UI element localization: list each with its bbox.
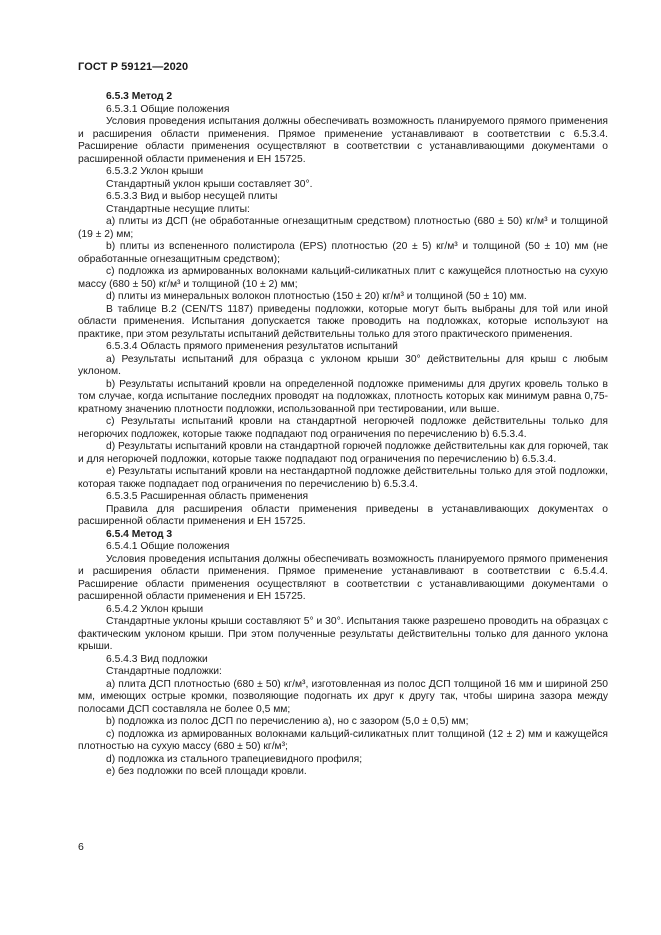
paragraph: 6.5.4.1 Общие положения [106,541,230,552]
paragraph: Стандартные уклоны крыши составляют 5° и 30°. Испытания также разрешено проводить на образцах с фактическим уклоном крыши. При этом полученные результаты действительны только для данного уклона крыши. [78,616,608,652]
paragraph: 6.5.3.4 Область прямого применения результатов испытаний [106,341,398,352]
paragraph: 6.5.3.3 Вид и выбор несущей плиты [106,191,278,202]
paragraph: c) подложка из армированных волокнами кальций-силикатных плит с кажущейся плотностью на сухую массу (680 ± 50) кг/м³ и толщиной (10 ± 2) мм; [78,266,608,290]
paragraph: b) Результаты испытаний кровли на определенной подложке применимы для других кровель только в том случае, когда испытание последних проводят на подложках, плотность которых как минимум равна 0,75-кратному значению плотности подложки, использованной при тестировании, или выше. [78,378,608,415]
paragraph: Стандартные подложки: [106,666,222,677]
paragraph: Правила для расширения области применения приведены в устанавливающих документах о расширенной области применения и ЕН 15725. [78,503,608,527]
paragraph: b) подложка из полос ДСП по перечислению а), но с зазором (5,0 ± 0,5) мм; [106,716,469,727]
page-number: 6 [78,841,84,853]
paragraph: 6.5.4.3 Вид подложки [106,653,208,665]
paragraph: c) подложка из армированных волокнами кальций-силикатных плит толщиной (12 ± 2) мм и кажущейся плотностью на сухую массу (680 ± 50) кг/м³; [78,728,608,752]
paragraph: Условия проведения испытания должны обеспечивать возможность планируемого прямого применения и расширения области применения. Прямое применение устанавливают в соответствии с 6.5.3.4. Расширение области применения осуществляют в соответствии с устанавливающими документами о расширенной области применения и ЕН 15725. [78,116,608,165]
paragraph: a) плита ДСП плотностью (680 ± 50) кг/м³, изготовленная из полос ДСП толщиной 16 мм и шириной 250 мм, имеющих острые кромки, позволяющие подогнать их друг к другу так, чтобы ширина зазора между полосами ДСП составляла не более 0,5 мм; [78,678,608,715]
paragraph: b) плиты из вспененного полистирола (EPS) плотностью (20 ± 5) кг/м³ и толщиной (50 ± 10) мм (не обработанные огнезащитным средством); [78,241,608,265]
paragraph: e) без подложки по всей площади кровли. [106,766,307,777]
paragraph: Стандартные несущие плиты: [106,203,250,215]
section-heading: 6.5.4 Метод 3 [106,528,173,540]
paragraph: a) плиты из ДСП (не обработанные огнезащитным средством) плотностью (680 ± 50) кг/м³ и толщиной (19 ± 2) мм; [78,216,608,240]
paragraph: 6.5.3.1 Общие положения [106,103,230,115]
document-body [78,91,608,779]
paragraph: d) Результаты испытаний кровли на стандартной горючей подложке действительны как для горючей, так и для негорючей подложки, которые также подпадают под ограничения по перечислению b) 6.5.3.4. [78,441,608,465]
section-heading: 6.5.3 Метод 2 [106,91,173,102]
paragraph: Стандартный уклон крыши составляет 30°. [106,178,313,190]
paragraph: e) Результаты испытаний кровли на нестандартной подложке действительны только для этой подложки, которая также подпадает под ограничения по перечислению b) 6.5.3.4. [78,466,608,490]
paragraph: Условия проведения испытания должны обеспечивать возможность планируемого прямого применения и расширения области применения. Прямое применение устанавливают в соответствии с 6.5.4.4. Расширение области применения осуществляют в соответствии с устанавливающими документами о расширенной области применения и ЕН 15725. [78,553,608,602]
document-header: ГОСТ Р 59121—2020 [78,61,189,73]
paragraph: a) Результаты испытаний для образца с уклоном крыши 30° действительны для крыш с любым уклоном. [78,353,608,377]
paragraph: d) подложка из стального трапециевидного профиля; [106,753,363,765]
paragraph: c) Результаты испытаний кровли на стандартной негорючей подложке действительны только для негорючих подложек, которые также подпадают под ограничения по перечислению b) 6.5.3.4. [78,416,608,440]
paragraph: 6.5.3.2 Уклон крыши [106,166,204,177]
paragraph: 6.5.3.5 Расширенная область применения [106,491,309,502]
paragraph: 6.5.4.2 Уклон крыши [106,603,204,615]
paragraph: В таблице В.2 (CEN/TS 1187) приведены подложки, которые могут быть выбраны для той или иной области применения. Испытания допускается также проводить на подложках, которые используют на практике, при этом результаты испытаний действительны только для этого практического применения. [78,303,608,340]
paragraph: d) плиты из минеральных волокон плотностью (150 ± 20) кг/м³ и толщиной (50 ± 10) мм. [106,291,527,302]
